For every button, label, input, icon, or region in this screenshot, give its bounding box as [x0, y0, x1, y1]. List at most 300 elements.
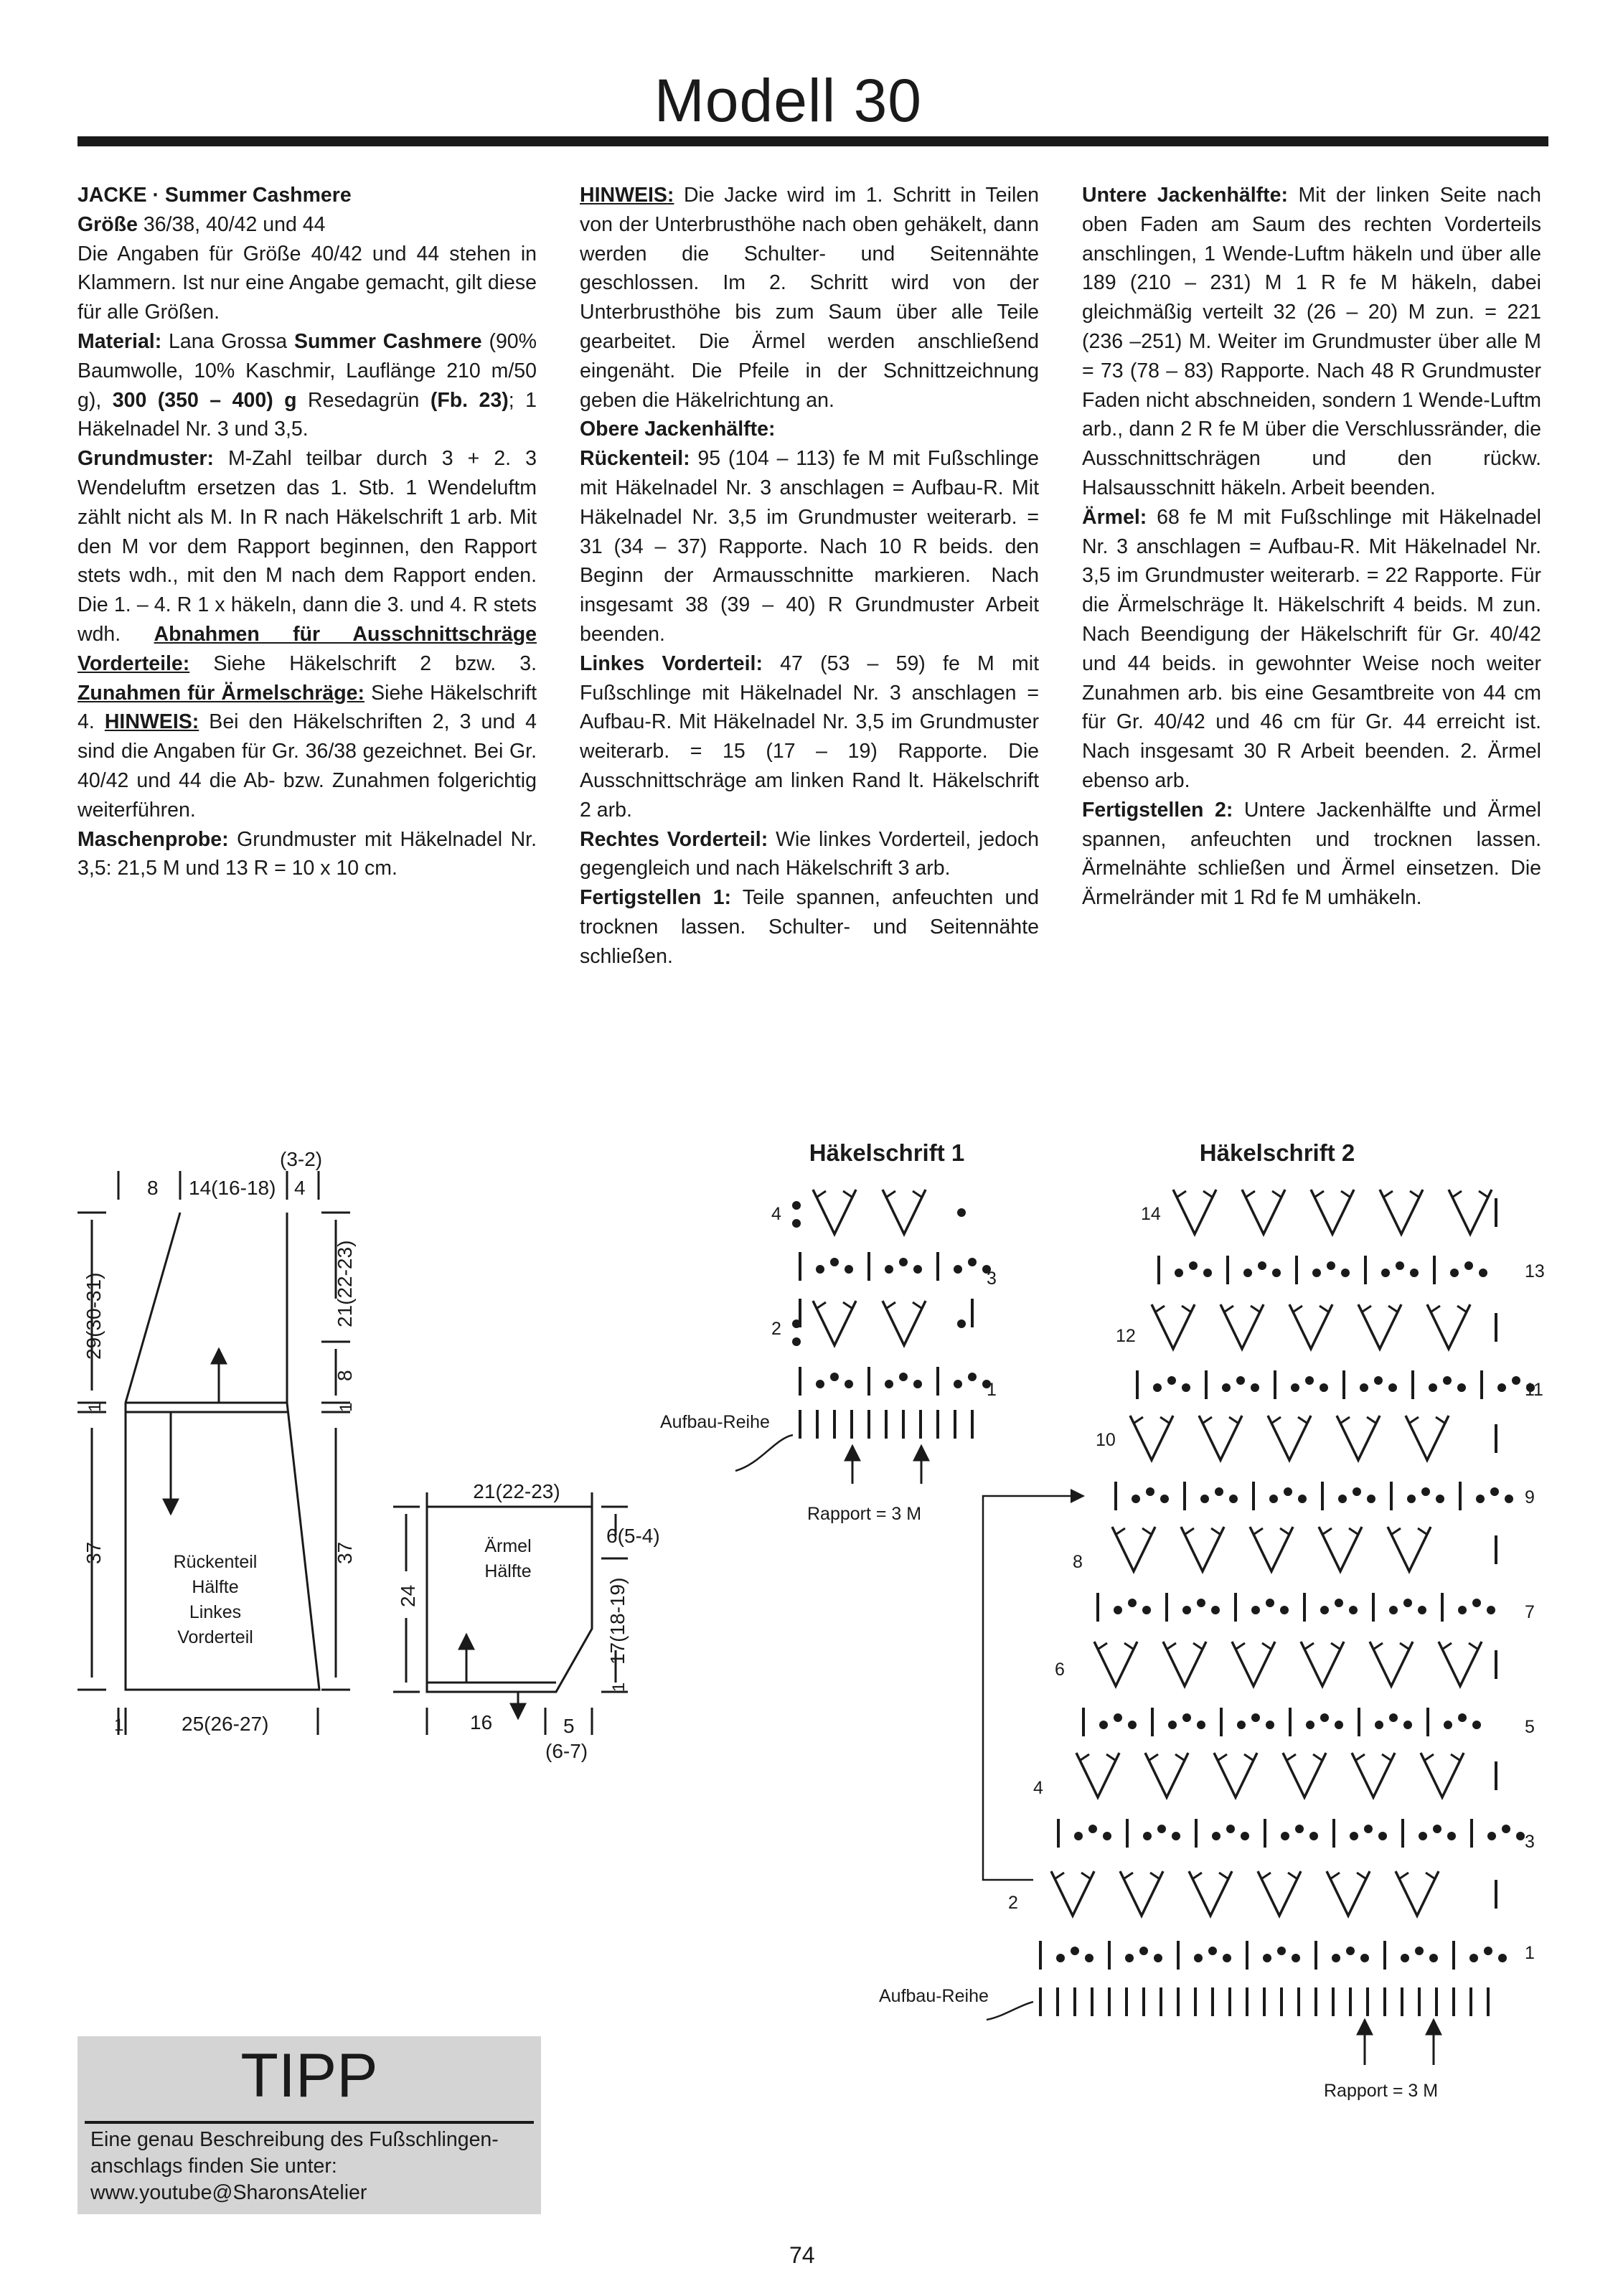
stitch-tick: [1331, 1643, 1340, 1649]
stitch-ch: [1346, 1947, 1355, 1955]
stitch-ch: [1484, 1947, 1492, 1955]
stitch-ch: [1502, 1825, 1510, 1833]
dim-aermel-5: 5: [563, 1715, 575, 1737]
chart2-row-label: 12: [1116, 1326, 1136, 1346]
stitch-ch: [1074, 1832, 1083, 1840]
stitch-ch: [1388, 1383, 1397, 1392]
stitch-ch: [1226, 1825, 1235, 1833]
tipp-link[interactable]: www.youtube@SharonsAtelier: [90, 2181, 367, 2204]
chart1-symbols: [792, 1190, 991, 1439]
stitch-tick: [1294, 1306, 1302, 1312]
stitch-tick: [1193, 1873, 1202, 1878]
dim-right-21: 21(22-23): [334, 1240, 356, 1327]
stitch-ch: [1320, 1383, 1328, 1392]
stitch-tick: [1367, 1417, 1375, 1423]
stitch-ch: [1505, 1495, 1513, 1503]
stitch-ch: [1374, 1376, 1383, 1385]
stitch-ch: [1168, 1721, 1177, 1729]
stitch-ch: [1341, 1269, 1350, 1277]
stitch-ch: [1258, 1261, 1266, 1270]
dim-top-small: (3-2): [280, 1148, 323, 1170]
stitch-ch: [1215, 1487, 1223, 1496]
text-hinweis-1: Bei den Häkelschriften 2, 3 und 4 sind die Angaben für Gr. 36/38 gezeichnet. Bei Gr. 40/42 und 44 die Ab- bzw. Zunahmen folgerichtig weiterführen.: [77, 710, 537, 822]
stitch-ch: [954, 1380, 962, 1388]
stitch-ch: [830, 1373, 839, 1381]
stitch-tick: [1081, 1754, 1089, 1760]
dim-aermel-17: 17(18-19): [606, 1577, 629, 1665]
chart2-row-label: 9: [1525, 1487, 1535, 1507]
chart1-rapport: Rapport = 3 M: [807, 1504, 922, 1524]
stitch-tick: [1400, 1873, 1408, 1878]
chart2-row-label: 2: [1008, 1893, 1018, 1913]
stitch-ch: [1464, 1261, 1473, 1270]
stitch-ch: [1266, 1599, 1274, 1607]
stitch-ch: [1280, 1606, 1289, 1614]
chart2-aufbau-leader: [987, 2002, 1033, 2020]
stitch-ch: [1284, 1487, 1292, 1496]
chart1-row-3: 3: [987, 1269, 997, 1289]
chart1-row-1: 1: [987, 1380, 997, 1400]
tipp-heading: TIPP: [240, 2041, 378, 2110]
stitch-tick: [1254, 1528, 1263, 1534]
chart2-symbols: [1040, 1190, 1535, 2016]
chart1-row-4: 4: [771, 1204, 781, 1224]
dim-left-37: 37: [83, 1541, 105, 1564]
stitch-tick: [1349, 1528, 1358, 1534]
chart2-row-label: 7: [1525, 1602, 1535, 1622]
stitch-ch: [1350, 1832, 1358, 1840]
stitch-ch: [913, 1380, 922, 1388]
stitch-ch: [1327, 1261, 1335, 1270]
label-aermel-piece: Ärmel: [484, 1536, 532, 1556]
label-abnahmen: Abnahmen für Ausschnittschräge Vorderteile:: [77, 622, 537, 675]
stitch-ch: [1360, 1954, 1369, 1962]
stitch-ch: [1476, 1495, 1485, 1503]
stitch-tick: [1457, 1306, 1466, 1312]
chart1-aufbau-leader: [735, 1435, 793, 1471]
stitch-tick: [1451, 1754, 1459, 1760]
stitch-ch: [1421, 1487, 1430, 1496]
label-rueckenteil: Rückenteil:: [580, 447, 690, 471]
stitch-ch: [1281, 1832, 1289, 1840]
stitch-tick: [887, 1191, 895, 1197]
text-material-c: (90% Baumwolle, 10% Kaschmir, Lauflänge 210 m/50 g),: [77, 329, 537, 412]
stitch-ch: [1335, 1721, 1343, 1729]
label-fertigstellen-1: Fertigstellen 1:: [580, 886, 732, 910]
text-yarn-name: Summer Cashmere: [293, 329, 482, 353]
stitch-ch: [830, 1258, 839, 1266]
dim-top-8: 8: [147, 1177, 159, 1199]
stitch-tick: [1262, 1873, 1271, 1878]
stitch-ch: [968, 1258, 977, 1266]
stitch-tick: [1262, 1643, 1271, 1649]
dim-left-1: 1: [85, 1402, 105, 1412]
stitch-tick: [1305, 1643, 1314, 1649]
stitch-ch: [1305, 1376, 1314, 1385]
stitch-ch: [957, 1319, 966, 1328]
stitch-tick: [1479, 1191, 1487, 1197]
stitch-ch: [1172, 1832, 1180, 1840]
stitch-ch: [1272, 1269, 1281, 1277]
stitch-ch: [1335, 1599, 1343, 1607]
stitch-ch: [1312, 1269, 1321, 1277]
text-color-code: (Fb. 23): [430, 388, 509, 412]
stitch-tick: [1384, 1191, 1393, 1197]
stitch-tick: [1288, 1873, 1297, 1878]
stitch-tick: [1436, 1417, 1444, 1423]
stitch-ch: [1146, 1487, 1154, 1496]
stitch-ch: [1450, 1269, 1459, 1277]
stitch-ch: [1154, 1954, 1162, 1962]
stitch-tick: [1177, 1191, 1186, 1197]
stitch-ch: [1458, 1606, 1467, 1614]
stitch-tick: [1425, 1754, 1434, 1760]
stitch-ch: [1469, 1954, 1478, 1962]
stitch-tick: [1236, 1643, 1245, 1649]
stitch-ch: [1487, 1832, 1496, 1840]
stitch-ch: [1378, 1832, 1387, 1840]
stitch-ch: [792, 1337, 801, 1346]
stitch-tick: [1426, 1873, 1434, 1878]
text-rueckenteil: 95 (104 – 113) fe M mit Fußschlinge mit Häkelnadel Nr. 3 anschlagen = Aufbau-R. Mit Häkelnadel Nr. 3,5 im Grundmuster weiterarb. = 31 (34 – 37) Rapporte. Nach 10 R beids. den Beginn der Armausschnitte markieren. Nach insgesamt 38 (39 – 40) R Grundmuster Arbeit beenden.: [580, 447, 1039, 646]
stitch-ch: [1236, 1376, 1245, 1385]
stitch-tick: [1400, 1643, 1408, 1649]
stitch-ch: [913, 1265, 922, 1274]
stitch-tick: [1341, 1417, 1350, 1423]
stitch-tick: [1167, 1643, 1176, 1649]
stitch-tick: [843, 1191, 852, 1197]
stitch-ch: [1458, 1713, 1467, 1722]
chart2-row-label: 13: [1525, 1261, 1545, 1281]
label-zunahmen: Zunahmen für Ärmelschräge:: [77, 681, 364, 705]
stitch-ch: [1295, 1825, 1304, 1833]
label-fertigstellen-2: Fertigstellen 2:: [1082, 798, 1233, 822]
stitch-tick: [913, 1302, 921, 1308]
stitch-ch: [1132, 1495, 1140, 1503]
stitch-ch: [1389, 1606, 1398, 1614]
stitch-ch: [1203, 1269, 1212, 1277]
stitch-ch: [1472, 1599, 1481, 1607]
stitch-tick: [1341, 1191, 1350, 1197]
stitch-tick: [1229, 1417, 1238, 1423]
stitch-ch: [792, 1201, 801, 1210]
tipp-box: [77, 2036, 541, 2214]
stitch-ch: [1211, 1606, 1220, 1614]
stitch-ch: [1360, 1383, 1368, 1392]
stitch-ch: [1497, 1383, 1506, 1392]
page-title: Modell 30: [654, 67, 922, 134]
dim-top-4: 4: [294, 1177, 306, 1199]
stitch-ch: [957, 1208, 966, 1217]
stitch-tick: [1272, 1417, 1281, 1423]
stitch-ch: [1338, 1495, 1347, 1503]
stitch-ch: [968, 1373, 977, 1381]
stitch-ch: [1182, 1383, 1190, 1392]
stitch-tick: [1124, 1643, 1133, 1649]
stitch-ch: [1389, 1713, 1398, 1722]
stitch-ch: [1269, 1495, 1278, 1503]
stitch-ch: [816, 1265, 824, 1274]
text-maschenprobe: Grundmuster mit Häkelnadel Nr. 3,5: 21,5 M und 13 R = 10 x 10 cm.: [77, 827, 537, 880]
stitch-ch: [1103, 1832, 1111, 1840]
chart2-row-label: 14: [1141, 1204, 1161, 1224]
stitch-ch: [1401, 1954, 1409, 1962]
stitch-tick: [1218, 1754, 1227, 1760]
heading-obere-jackenhaelfte: Obere Jackenhälfte:: [580, 418, 776, 441]
stitch-ch: [1208, 1947, 1217, 1955]
chart2-row-label: 5: [1525, 1717, 1535, 1737]
stitch-tick: [817, 1191, 826, 1197]
dim-bottom-25: 25(26-27): [182, 1713, 269, 1735]
stitch-tick: [1374, 1643, 1383, 1649]
stitch-ch: [1182, 1713, 1191, 1722]
stitch-tick: [1211, 1528, 1220, 1534]
page-number: 74: [789, 2242, 815, 2268]
stitch-ch: [792, 1219, 801, 1228]
stitch-tick: [1203, 1191, 1212, 1197]
stitch-ch: [1353, 1487, 1361, 1496]
stitch-ch: [1436, 1495, 1444, 1503]
stitch-tick: [1124, 1873, 1133, 1878]
stitch-ch: [1114, 1713, 1122, 1722]
stitch-ch: [1415, 1947, 1424, 1955]
stitch-ch: [1128, 1721, 1137, 1729]
text-untere-jackenhaelfte: Mit der linken Seite nach oben Faden am Saum des rechten Vorderteils anschlingen, 1 Wende-Luftm häkeln und über alle 189 (210 – 231) M 1 R fe M häkeln, dabei gleichmäßig verteilt 32 (26 – 20) M zun. = 221 (236 –251) M. Weiter im Grundmuster über alle M = 73 (78 – 83) Rapporte. Nach 48 R Grundmuster Faden nicht abschneiden, sondern 1 Wende-Luftm arb., dann 2 R fe M über die Verschlussränder, die Ausschnittschrägen und den rückw. Halsausschnitt häkeln. Arbeit beenden.: [1082, 184, 1542, 499]
stitch-tick: [1469, 1643, 1477, 1649]
text-abnahmen: Siehe Häkelschrift 2 bzw. 3.: [189, 651, 537, 675]
stitch-tick: [1193, 1643, 1202, 1649]
stitch-tick: [1149, 1754, 1158, 1760]
label-haelfte-piece: Hälfte: [192, 1577, 239, 1597]
chart2-row-label: 6: [1055, 1660, 1065, 1680]
stitch-ch: [1418, 1606, 1426, 1614]
stitch-ch: [1320, 1606, 1329, 1614]
dim-left-29: 29(30-31): [83, 1272, 105, 1360]
stitch-ch: [954, 1265, 962, 1274]
stitch-ch: [1407, 1495, 1416, 1503]
dim-aermel-1: 1: [609, 1682, 629, 1692]
stitch-ch: [1429, 1954, 1438, 1962]
stitch-ch: [1516, 1832, 1525, 1840]
stitch-tick: [1287, 1754, 1296, 1760]
label-hinweis-2: HINWEIS:: [580, 184, 674, 207]
text-material-d: Resedagrün: [296, 388, 431, 412]
stitch-tick: [1356, 1754, 1365, 1760]
stitch-ch: [845, 1380, 853, 1388]
label-grundmuster: Grundmuster:: [77, 447, 215, 471]
stitch-ch: [1160, 1495, 1169, 1503]
stitch-tick: [1160, 1417, 1169, 1423]
text-fertigstellen-2: Untere Jackenhälfte und Ärmel spannen, anfeuchten und trocknen lassen. Ärmelnähte schließen und Ärmel einsetzen. Die Ärmelränder mit 1 Rd fe M umhäkeln.: [1082, 798, 1541, 910]
stitch-ch: [1291, 1383, 1299, 1392]
stitch-ch: [1200, 1495, 1209, 1503]
stitch-tick: [1182, 1306, 1190, 1312]
text-hinweis-2: Die Jacke wird im 1. Schritt in Teilen von der Unterbrusthöhe nach oben gehäkelt, dann werden die Schulter- und Seitennähte geschlossen. Im 2. Schritt wird von der Unterbrusthöhe bis zum Saum über alle Teile gearbeitet. Die Ärmel werden anschließend eingenäht. Die Pfeile in der Schnittzeichnung geben die Häkelrichtung an.: [580, 184, 1039, 412]
stitch-ch: [1443, 1376, 1452, 1385]
stitch-ch: [1479, 1269, 1487, 1277]
stitch-ch: [1125, 1954, 1134, 1962]
stitch-ch: [1157, 1825, 1166, 1833]
stitch-tick: [1315, 1191, 1324, 1197]
stitch-tick: [1410, 1191, 1419, 1197]
tipp-line-1: Eine genau Beschreibung des Fußschlingen-: [90, 2128, 499, 2151]
stitch-ch: [1298, 1495, 1307, 1503]
stitch-ch: [1197, 1721, 1205, 1729]
stitch-tick: [913, 1191, 921, 1197]
stitch-ch: [1241, 1832, 1249, 1840]
dim-aermel-67: (6-7): [545, 1740, 588, 1762]
stitch-tick: [1055, 1873, 1064, 1878]
stitch-ch: [1349, 1606, 1358, 1614]
stitch-ch: [1071, 1947, 1079, 1955]
label-vorderteil-piece: Vorderteil: [177, 1627, 253, 1647]
label-linkes-vorderteil: Linkes Vorderteil:: [580, 651, 763, 675]
label-groesse: Größe: [77, 212, 138, 236]
stitch-ch: [1277, 1947, 1286, 1955]
stitch-ch: [1153, 1383, 1162, 1392]
stitch-ch: [899, 1258, 908, 1266]
stitch-ch: [1212, 1832, 1220, 1840]
stitch-ch: [1243, 1269, 1252, 1277]
stitch-tick: [1392, 1528, 1401, 1534]
stitch-tick: [817, 1302, 826, 1308]
stitch-tick: [1203, 1417, 1212, 1423]
text-linkes-vorderteil: 47 (53 – 59) fe M mit Fußschlinge mit Häkelnadel Nr. 3 anschlagen = Aufbau-R. Mit Häkelnadel Nr. 3,5 im Grundmuster weiterarb. = 15 (17 – 19) Rapporte. Die Ausschnittschräge am linken Rand lt. Häkelschrift 2 arb.: [580, 651, 1039, 822]
chart2-aufbau: Aufbau-Reihe: [879, 1986, 989, 2006]
stitch-ch: [1251, 1606, 1260, 1614]
stitch-ch: [1142, 1606, 1151, 1614]
stitch-tick: [1443, 1643, 1452, 1649]
stitch-ch: [1251, 1383, 1259, 1392]
dim-top-14: 14(16-18): [189, 1177, 276, 1199]
stitch-tick: [1251, 1306, 1259, 1312]
stitch-ch: [1175, 1269, 1183, 1277]
stitch-ch: [1263, 1954, 1271, 1962]
dim-right-8: 8: [334, 1370, 356, 1381]
chart1-aufbau: Aufbau-Reihe: [660, 1412, 770, 1432]
text-aermel: 68 fe M mit Fußschlinge mit Häkelnadel Nr. 3 anschlagen = Aufbau-R. Mit Häkelnadel Nr. 3,5 im Grundmuster weiterarb. = 22 Rapporte. Für die Ärmelschräge lt. Häkelschrift 4 beids. M zun. Nach Beendigung der Häkelschrift für Gr. 40/42 und 44 beids. in gewohnter Weise noch weiter Zunahmen arb. bis eine Gesamtbreite von 44 cm für Gr. 40/42 und 46 cm für Gr. 44 erreicht ist. Nach insgesamt 30 R Arbeit beenden. 2. Ärmel ebenso arb.: [1082, 505, 1541, 792]
stitch-ch: [1292, 1954, 1300, 1962]
stitch-tick: [1175, 1754, 1184, 1760]
stitch-tick: [1357, 1873, 1365, 1878]
text-fertigstellen-1: Teile spannen, anfeuchten und trocknen lassen. Schulter- und Seitennähte schließen.: [580, 886, 1039, 968]
stitch-tick: [1298, 1417, 1307, 1423]
text-material-e: ; 1 Häkelnadel Nr. 3 und 3,5.: [77, 388, 537, 441]
dim-right-37: 37: [334, 1541, 356, 1564]
stitch-ch: [1306, 1721, 1314, 1729]
stitch-ch: [1099, 1721, 1108, 1729]
stitch-tick: [1225, 1306, 1233, 1312]
stitch-ch: [1197, 1599, 1205, 1607]
stitch-ch: [1472, 1721, 1481, 1729]
stitch-tick: [1244, 1754, 1253, 1760]
chart2-row-label: 1: [1525, 1943, 1535, 1963]
stitch-tick: [1453, 1191, 1462, 1197]
stitch-tick: [1388, 1306, 1397, 1312]
dim-aermel-6: 6(5-4): [606, 1525, 660, 1547]
stitch-ch: [899, 1373, 908, 1381]
label-rechtes-vorderteil: Rechtes Vorderteil:: [580, 827, 768, 851]
chart2-row-label: 8: [1073, 1552, 1083, 1572]
stitch-ch: [1309, 1832, 1318, 1840]
stitch-tick: [1246, 1191, 1255, 1197]
dim-aermel-top: 21(22-23): [473, 1480, 560, 1502]
stitch-ch: [1222, 1383, 1231, 1392]
stitch-ch: [1320, 1713, 1329, 1722]
tipp-line-2: anschlags finden Sie unter:: [90, 2155, 337, 2178]
chart2-row-label: 3: [1525, 1832, 1535, 1852]
stitch-tick: [1313, 1754, 1322, 1760]
label-hinweis-1: HINWEIS:: [104, 710, 199, 734]
stitch-tick: [843, 1302, 852, 1308]
stitch-ch: [1114, 1606, 1122, 1614]
stitch-ch: [816, 1380, 824, 1388]
stitch-ch: [1410, 1269, 1419, 1277]
label-rueckenteil-piece: Rückenteil: [173, 1552, 258, 1572]
stitch-tick: [1150, 1873, 1159, 1878]
stitch-ch: [1223, 1954, 1231, 1962]
text-grundmuster: M-Zahl teilbar durch 3 + 2. 3 Wendeluftm ersetzen das 1. Stb. 1 Wendeluftm zählt nicht als M. In R nach Häkelschrift 1 arb. Mit den M vor dem Rapport beginnen, den Rapport stets wdh., mit den M nach dem Rapport enden. Die 1. – 4. R 1 x häkeln, dann die 3. und 4. R stets wdh.: [77, 447, 537, 646]
stitch-ch: [885, 1265, 893, 1274]
text-rechtes-vorderteil: Wie linkes Vorderteil, jedoch gegengleich und nach Häkelschrift 3 arb.: [580, 827, 1039, 880]
stitch-tick: [1219, 1873, 1228, 1878]
stitch-ch: [1266, 1721, 1274, 1729]
stitch-ch: [1447, 1832, 1456, 1840]
dim-aermel-16: 16: [470, 1711, 493, 1733]
stitch-tick: [1382, 1754, 1391, 1760]
stitch-ch: [1194, 1954, 1203, 1962]
label-untere-jackenhaelfte: Untere Jackenhälfte:: [1082, 184, 1288, 207]
stitch-ch: [1189, 1261, 1198, 1270]
stitch-ch: [1056, 1954, 1065, 1962]
stitch-ch: [1364, 1825, 1373, 1833]
stitch-ch: [1085, 1954, 1093, 1962]
stitch-tick: [1106, 1754, 1115, 1760]
text-groesse: 36/38, 40/42 und 44: [137, 212, 326, 236]
stitch-ch: [1367, 1495, 1375, 1503]
stitch-ch: [1128, 1599, 1137, 1607]
stitch-ch: [1490, 1487, 1499, 1496]
stitch-tick: [1320, 1306, 1328, 1312]
chart2-row-label: 10: [1096, 1430, 1116, 1450]
stitch-ch: [1433, 1825, 1441, 1833]
stitch-ch: [1396, 1261, 1404, 1270]
stitch-ch: [1143, 1832, 1152, 1840]
stitch-ch: [1237, 1721, 1246, 1729]
stitch-tick: [1410, 1417, 1419, 1423]
stitch-tick: [1323, 1528, 1332, 1534]
stitch-ch: [1403, 1721, 1412, 1729]
stitch-ch: [1381, 1269, 1390, 1277]
stitch-tick: [1331, 1873, 1340, 1878]
stitch-tick: [1142, 1528, 1151, 1534]
text-material-a: Lana Grossa: [161, 329, 294, 353]
chart2-turn-arrow: [983, 1496, 1083, 1880]
stitch-ch: [1444, 1721, 1452, 1729]
chart1-title: Häkelschrift 1: [809, 1139, 965, 1166]
stitch-ch: [885, 1380, 893, 1388]
stitch-ch: [1167, 1376, 1176, 1385]
dim-right-1: 1: [337, 1402, 356, 1412]
chart2-rapport: Rapport = 3 M: [1324, 2081, 1439, 2101]
stitch-ch: [1088, 1825, 1097, 1833]
stitch-tick: [1116, 1528, 1125, 1534]
stitch-ch: [1229, 1495, 1238, 1503]
stitch-tick: [1363, 1306, 1371, 1312]
label-linkes-piece: Linkes: [189, 1602, 242, 1622]
chart2-title: Häkelschrift 2: [1199, 1139, 1355, 1166]
stitch-tick: [1185, 1528, 1194, 1534]
